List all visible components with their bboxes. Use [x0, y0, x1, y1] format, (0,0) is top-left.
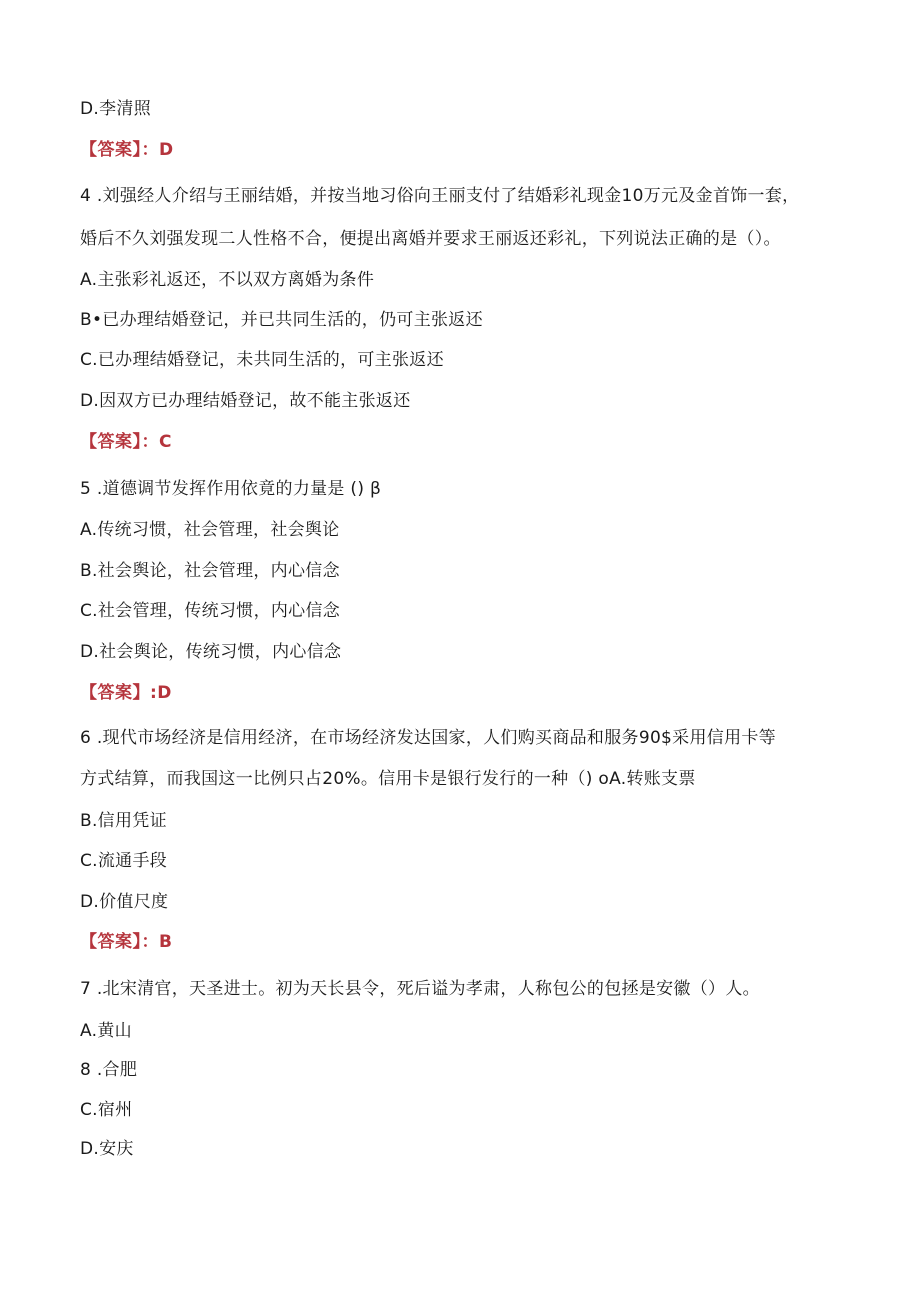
option-a-q5: A.传统习惯，社会管理，社会舆论 [80, 520, 340, 540]
option-b-q4: B•已办理结婚登记，并已共同生活的，仍可主张返还 [80, 310, 483, 330]
option-c-q4: C.已办理结婚登记，未共同生活的，可主张返还 [80, 350, 444, 370]
answer-q3: 【答案】：D [80, 140, 174, 160]
option-d-q5: D.社会舆论，传统习惯，内心信念 [80, 642, 342, 662]
option-d-q7: D.安庆 [80, 1139, 134, 1159]
option-c-q6: C.流通手段 [80, 851, 168, 871]
question-4-line-2: 婚后不久刘强发现二人性格不合，便提出离婚并要求王丽返还彩礼，下列说法正确的是（）。 [80, 229, 781, 249]
option-a-q4: A.主张彩礼返还，不以双方离婚为条件 [80, 270, 375, 290]
option-c-q7: C.宿州 [80, 1100, 133, 1120]
question-6-line-1: 6 .现代市场经济是信用经济，在市场经济发达国家，人们购买商品和服务90$采用信用卡等 [80, 728, 776, 748]
answer-q4: 【答案】：C [80, 432, 172, 452]
option-b-q5: B.社会舆论，社会管理，内心信念 [80, 561, 340, 581]
question-4-line-1: 4 .刘强经人介绍与王丽结婚，并按当地习俗向王丽支付了结婚彩礼现金10万元及金首饰一套， [80, 186, 800, 206]
option-b-q7: 8 .合肥 [80, 1060, 138, 1080]
question-5: 5 .道德调节发挥作用依竟的力量是 () β [80, 479, 382, 499]
option-b-q6: B.信用凭证 [80, 811, 167, 831]
question-6-line-2: 方式结算，而我国这一比例只占20%。信用卡是银行发行的一种（) oA.转账支票 [80, 769, 696, 789]
option-c-q5: C.社会管理，传统习惯，内心信念 [80, 601, 341, 621]
option-d-q6: D.价值尺度 [80, 892, 169, 912]
option-d-q3: D.李清照 [80, 99, 151, 119]
answer-q5: 【答案】:D [80, 683, 172, 703]
option-a-q7: A.黄山 [80, 1021, 132, 1041]
option-d-q4: D.因双方已办理结婚登记，故不能主张返还 [80, 391, 411, 411]
answer-q6: 【答案】：B [80, 932, 173, 952]
question-7: 7 .北宋清官，天圣进士。初为天长县令，死后谥为孝肃，人称包公的包拯是安徽（）人。 [80, 979, 760, 999]
